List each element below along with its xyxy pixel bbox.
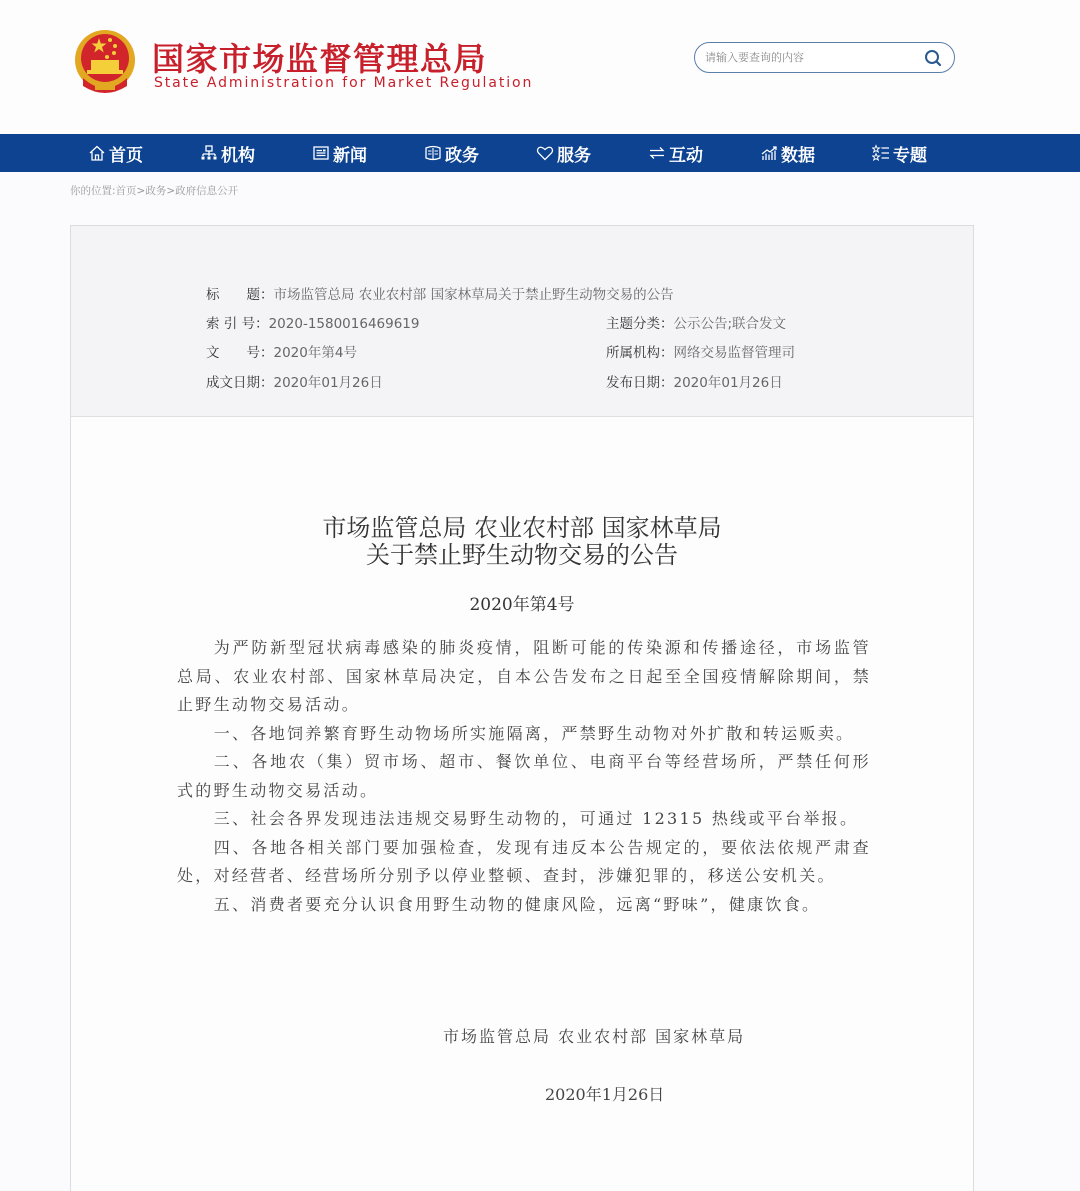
document-signature-date: 2020年1月26日 bbox=[545, 1085, 665, 1104]
body-paragraph: 为严防新型冠状病毒感染的肺炎疫情，阻断可能的传染源和传播途径，市场监管总局、农业农村部、国家林草局决定，自本公告发布之日起至全国疫情解除期间，禁止野生动物交易活动。 bbox=[177, 638, 871, 714]
main-nav bbox=[0, 134, 1080, 172]
chart-icon bbox=[760, 144, 778, 162]
document-title-line2: 关于禁止野生动物交易的公告 bbox=[366, 541, 678, 569]
nav-item-organization[interactable] bbox=[200, 134, 255, 172]
nav-item-interaction[interactable] bbox=[648, 134, 703, 172]
meta-title-value: 市场监管总局 农业农村部 国家林草局关于禁止野生动物交易的公告 bbox=[273, 287, 674, 303]
nav-item-label: 服务 bbox=[557, 145, 591, 166]
meta-docnum-value: 2020年第4号 bbox=[273, 345, 357, 361]
heart-icon bbox=[536, 144, 554, 162]
body-paragraph: 四、各地各相关部门要加强检查，发现有违反本公告规定的，要依法依规严肃查处，对经营者、经营场所分别予以停业整顿、查封，涉嫌犯罪的，移送公安机关。 bbox=[177, 837, 871, 885]
nav-item-label: 数据 bbox=[781, 145, 815, 166]
government-affairs-icon bbox=[424, 144, 442, 162]
national-emblem-icon bbox=[73, 28, 137, 96]
breadcrumb-separator: > bbox=[166, 185, 176, 197]
nav-item-data[interactable] bbox=[760, 134, 815, 172]
document-title-line1: 市场监管总局 农业农村部 国家林草局 bbox=[322, 514, 722, 542]
nav-item-label: 新闻 bbox=[333, 145, 367, 166]
breadcrumb-home[interactable]: 首页 bbox=[115, 185, 137, 197]
meta-published-value: 2020年01月26日 bbox=[673, 375, 783, 391]
site-header bbox=[0, 0, 1080, 134]
news-icon bbox=[312, 144, 330, 162]
meta-written-label: 成文日期： bbox=[206, 375, 274, 391]
meta-category bbox=[606, 312, 786, 332]
meta-index bbox=[206, 312, 419, 332]
meta-written-value: 2020年01月26日 bbox=[273, 375, 383, 391]
exchange-arrows-icon bbox=[648, 144, 666, 162]
breadcrumb-government-affairs[interactable]: 政务 bbox=[145, 185, 167, 197]
meta-category-label: 主题分类： bbox=[606, 316, 674, 332]
nav-item-topics[interactable] bbox=[872, 134, 927, 172]
meta-title-label: 标 题： bbox=[206, 287, 274, 303]
meta-organization bbox=[606, 341, 795, 361]
nav-item-label: 政务 bbox=[445, 145, 479, 166]
document-panel bbox=[70, 225, 974, 1191]
meta-published-date bbox=[606, 371, 783, 391]
nav-item-label: 机构 bbox=[221, 145, 255, 166]
meta-index-value: 2020-1580016469619 bbox=[268, 316, 420, 332]
search-input[interactable] bbox=[705, 48, 915, 67]
document-metadata bbox=[71, 226, 973, 417]
meta-org-value: 网络交易监督管理司 bbox=[673, 345, 795, 361]
meta-org-label: 所属机构： bbox=[606, 345, 674, 361]
nav-item-government-affairs[interactable] bbox=[424, 134, 479, 172]
nav-item-news[interactable] bbox=[312, 134, 367, 172]
home-icon bbox=[88, 144, 106, 162]
meta-category-value: 公示公告;联合发文 bbox=[673, 316, 787, 332]
org-chart-icon bbox=[200, 144, 218, 162]
meta-published-label: 发布日期： bbox=[606, 375, 674, 391]
document-body bbox=[177, 634, 871, 919]
body-paragraph: 三、社会各界发现违法违规交易野生动物的，可通过 12315 热线或平台举报。 bbox=[213, 809, 859, 828]
meta-title bbox=[206, 283, 674, 303]
site-name-en: State Administration for Market Regulation bbox=[154, 75, 534, 91]
nav-item-label: 专题 bbox=[893, 145, 927, 166]
body-paragraph: 二、各地农（集）贸市场、超市、餐饮单位、电商平台等经营场所，严禁任何形式的野生动物交易活动。 bbox=[177, 752, 871, 800]
site-name-cn[interactable]: 国家市场监督管理总局 bbox=[152, 40, 488, 78]
meta-docnum bbox=[206, 341, 357, 361]
meta-written-date bbox=[206, 371, 383, 391]
body-paragraph: 五、消费者要充分认识食用野生动物的健康风险，远离“野味”，健康饮食。 bbox=[213, 894, 821, 914]
search-icon[interactable] bbox=[924, 49, 942, 67]
document-number: 2020年第4号 bbox=[469, 595, 575, 615]
meta-index-label: 索 引 号： bbox=[206, 316, 269, 332]
breadcrumb-info-disclosure[interactable]: 政府信息公开 bbox=[175, 185, 239, 197]
nav-item-home[interactable] bbox=[88, 134, 143, 172]
topic-list-icon bbox=[872, 144, 890, 162]
nav-item-label: 首页 bbox=[109, 145, 143, 166]
meta-docnum-label: 文 号： bbox=[206, 345, 274, 361]
breadcrumb-separator: > bbox=[136, 185, 146, 197]
breadcrumb bbox=[70, 183, 238, 198]
search-box[interactable] bbox=[694, 42, 955, 73]
nav-item-services[interactable] bbox=[536, 134, 591, 172]
document-signature: 市场监管总局 农业农村部 国家林草局 bbox=[443, 1027, 746, 1046]
nav-item-label: 互动 bbox=[669, 145, 703, 166]
breadcrumb-prefix: 你的位置: bbox=[70, 185, 116, 197]
body-paragraph: 一、各地饲养繁育野生动物场所实施隔离，严禁野生动物对外扩散和转运贩卖。 bbox=[213, 723, 855, 743]
